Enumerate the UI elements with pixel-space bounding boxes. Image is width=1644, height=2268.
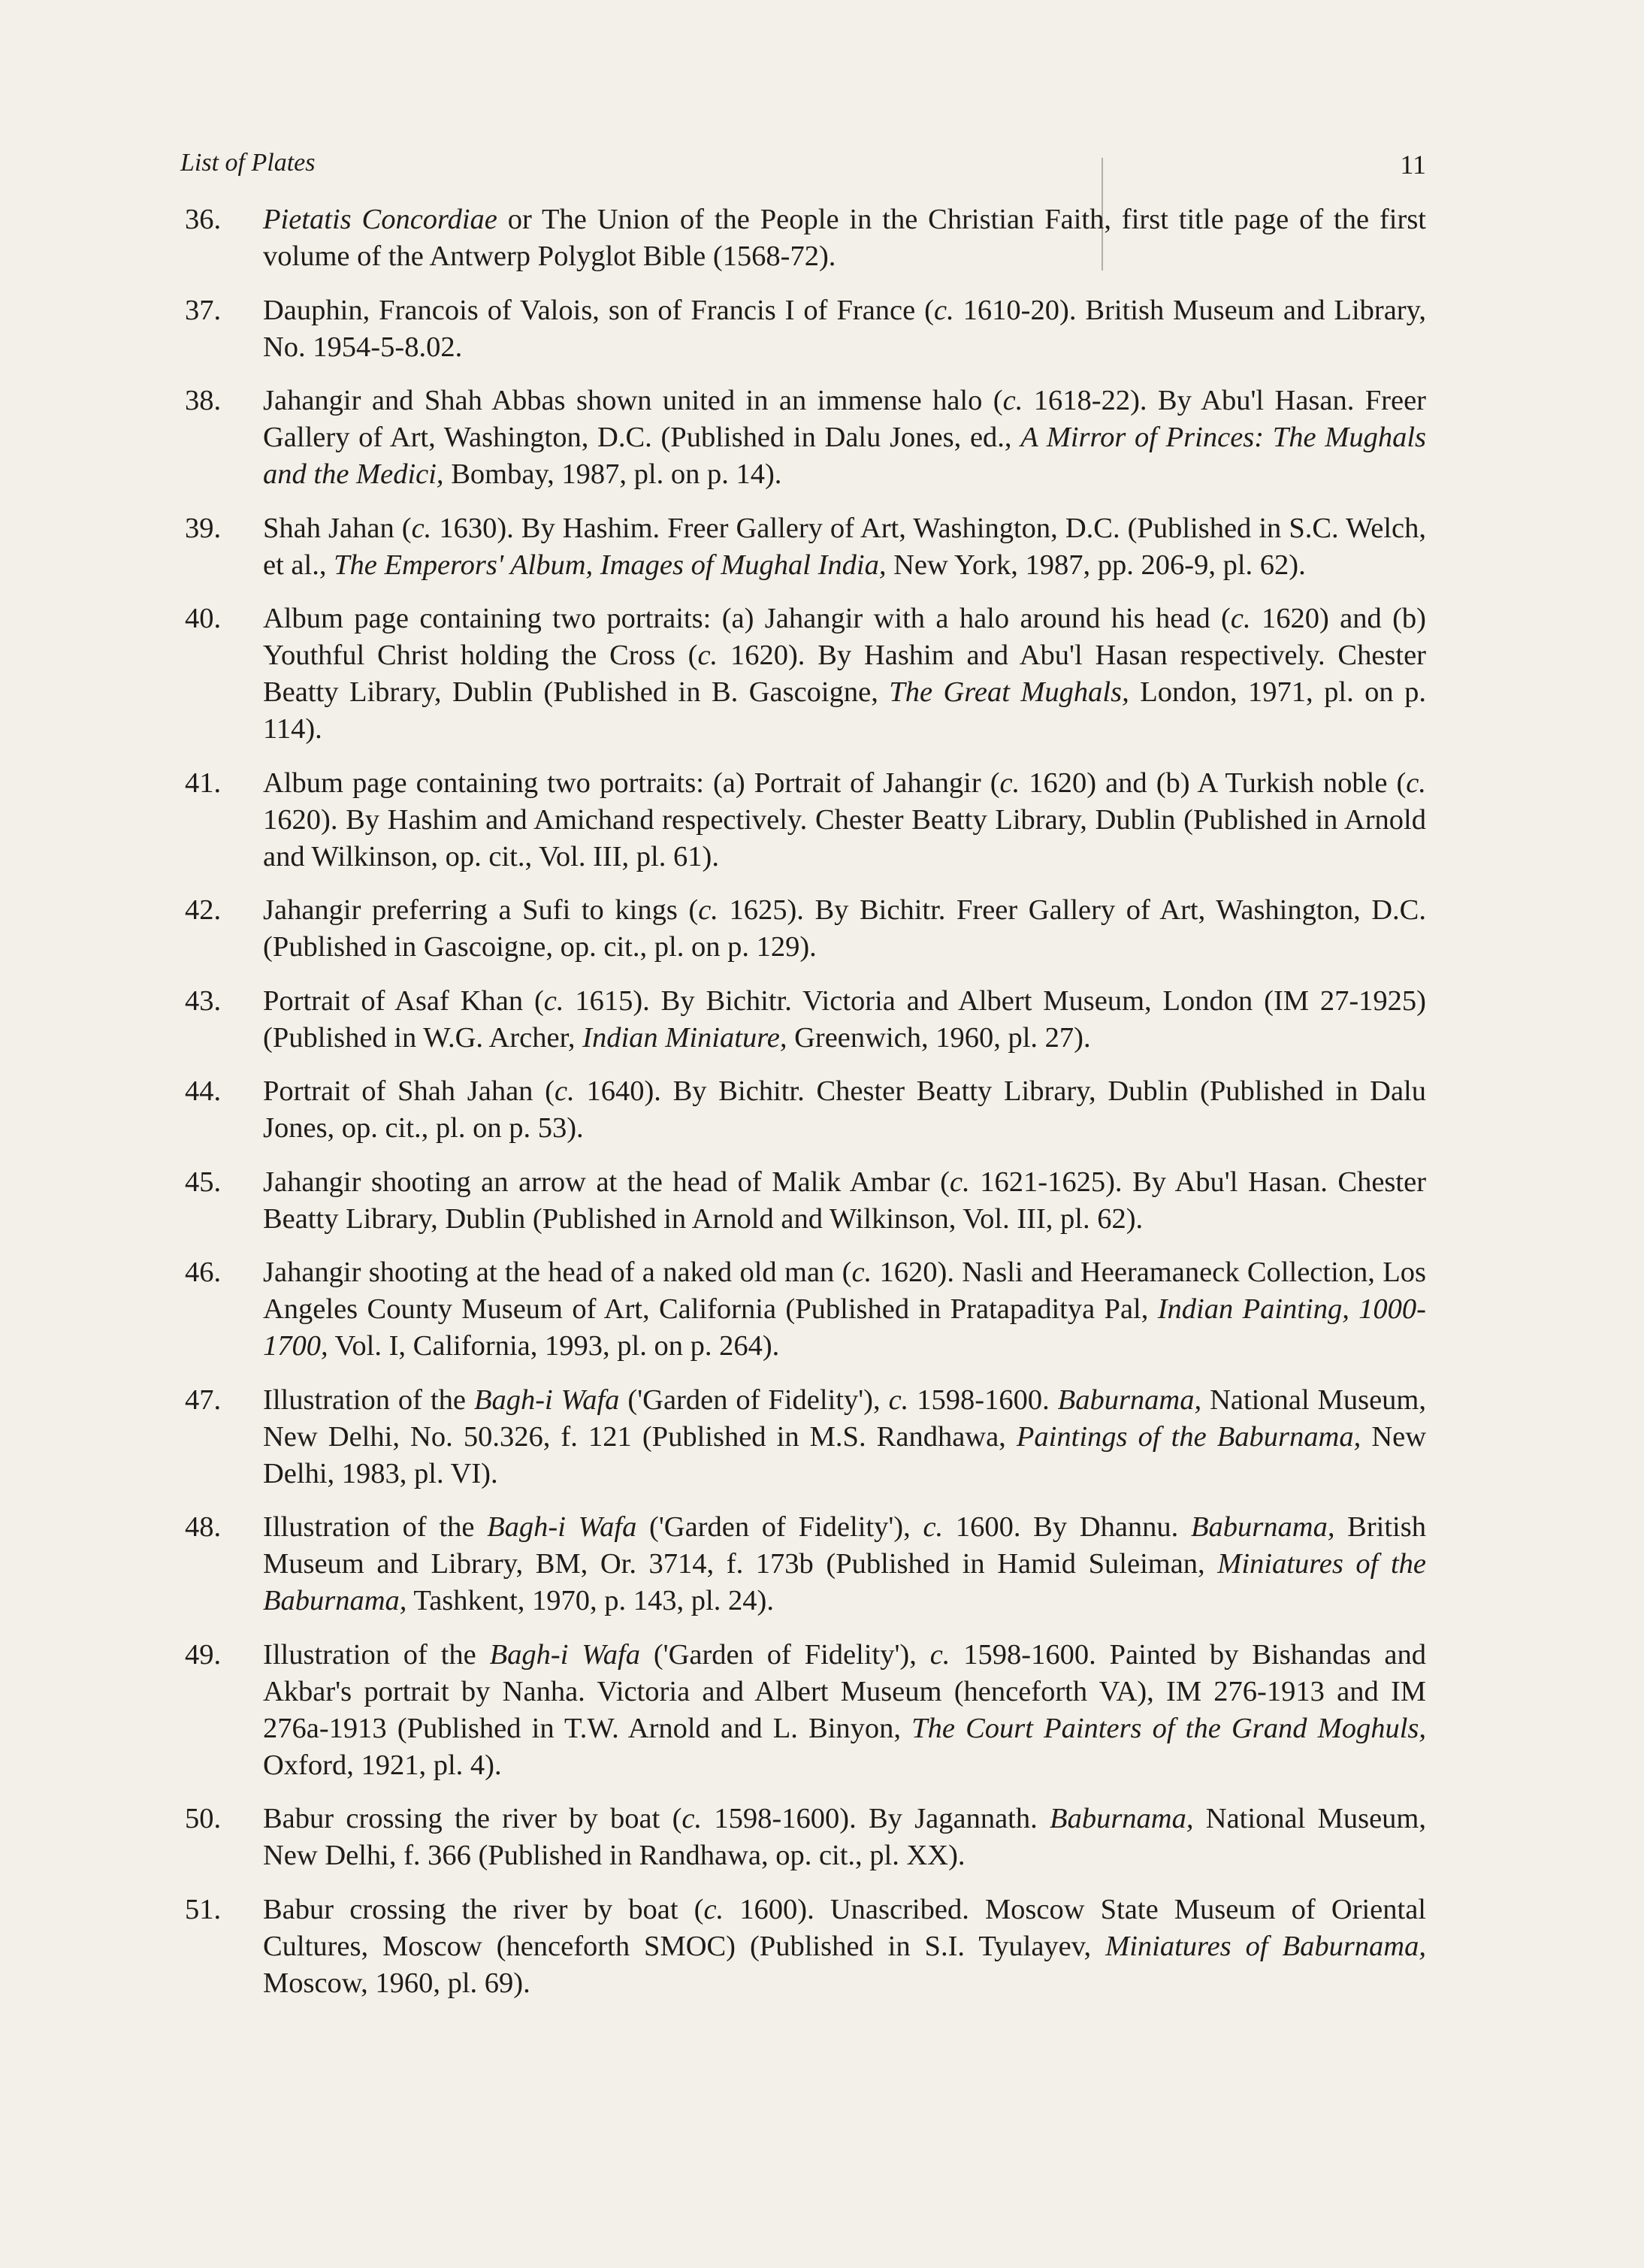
plate-entry [185,1801,1426,1874]
plate-description [263,603,1426,745]
italic-text: Indian Miniature, [582,1021,787,1054]
text-run: Jahangir preferring a Sufi to kings ( [263,894,699,926]
plate-description [263,385,1426,490]
plate-entry [185,765,1426,875]
italic-text: Miniatures of the Baburnama, [263,1548,1426,1616]
plate-number: 42. [185,894,222,926]
italic-text: c. [934,294,954,326]
text-run: Oxford, 1921, pl. 4). [263,1749,502,1781]
text-run: Vol. I, California, 1993, pl. on p. 264). [328,1330,780,1362]
italic-text: c. [1406,767,1426,799]
text-run: 1620). By Hashim and Amichand respectively. Chester Beatty Library, Dublin (Published in Arnold and Wilkinson, op. cit., Vol. III, pl. 61). [263,803,1426,872]
plate-entry [185,892,1426,966]
plate-number: 48. [185,1511,222,1543]
italic-text: Baburnama, [1057,1383,1202,1416]
italic-text: c. [411,512,432,544]
italic-text: Baburnama, [1050,1803,1194,1834]
plate-entry [185,600,1426,748]
italic-text: c. [697,640,718,671]
plate-description [263,767,1426,872]
plate-entry [185,1509,1426,1619]
text-run: 1620) and (b) A Turkish noble ( [1020,767,1407,799]
text-run: British Museum and Library, BM, Or. 3714, f. 173b (Published in Hamid Suleiman, [263,1511,1426,1580]
text-run: London, 1971, pl. on p. 114). [263,676,1426,745]
plate-description [263,1075,1426,1144]
text-run: Moscow, 1960, pl. 69). [263,1967,530,1999]
plate-description [263,1894,1426,1999]
plate-entry [185,1637,1426,1784]
italic-text: The Great Mughals, [889,676,1129,708]
text-run: New Delhi, 1983, pl. VI). [263,1420,1427,1489]
plate-number: 44. [185,1075,222,1107]
italic-text: Bagh-i Wafa [489,1638,640,1671]
plate-description [263,513,1426,581]
italic-text: c. [554,1075,575,1107]
text-run: ('Garden of Fidelity'), [639,1638,930,1671]
italic-text: c. [698,894,718,926]
text-run: 1600). Unascribed. Moscow State Museum of Oriental Cultures, Moscow (henceforth SMOC) (Published in S.I. Tyulayev, [263,1893,1426,1962]
plate-entry [185,1892,1426,2002]
plate-description [263,1511,1426,1616]
page-header [180,149,1426,186]
text-run: Portrait of Shah Jahan ( [263,1075,555,1107]
plate-description [263,295,1426,363]
plate-description [263,894,1426,963]
text-run: National Museum, New Delhi, f. 366 (Published in Randhawa, op. cit., pl. XX). [263,1803,1426,1871]
italic-text: c. [929,1638,950,1671]
plate-number: 39. [185,512,222,544]
plate-number: 37. [185,294,222,326]
plate-number: 36. [185,204,222,235]
plate-entry [185,1254,1426,1365]
italic-text: c. [923,1511,944,1543]
text-run: Illustration of the [263,1511,488,1543]
text-run: Tashkent, 1970, p. 143, pl. 24). [406,1585,774,1616]
plate-number: 38. [185,385,222,416]
text-run: Greenwich, 1960, pl. 27). [787,1021,1091,1054]
italic-text: c. [1002,385,1023,416]
plate-entry [185,292,1426,366]
plate-number: 47. [185,1383,222,1416]
text-run: ('Garden of Fidelity'), [636,1511,923,1543]
text-run: Album page containing two portraits: (a) Jahangir with a halo around his head ( [263,603,1231,634]
plate-description [263,1803,1426,1871]
italic-text: Indian Painting, 1000-1700, [263,1293,1426,1362]
text-run: Illustration of the [263,1638,490,1671]
italic-text: Baburnama, [1191,1511,1335,1543]
italic-text: Bagh-i Wafa [473,1383,620,1416]
text-run: 1620) and (b) Youthful Christ holding the Cross ( [263,603,1426,671]
italic-text: The Emperors' Album, Images of Mughal India, [334,549,887,581]
text-run: Portrait of Asaf Khan ( [263,984,544,1017]
plate-entry [185,1382,1426,1492]
text-run: 1598-1600. [908,1383,1058,1416]
plate-entry [185,1073,1426,1147]
text-run: 1615). By Bichitr. Victoria and Albert Museum, London (IM 27-1925) (Published in W.G. Archer, [263,984,1426,1054]
text-run: Dauphin, Francois of Valois, son of Francis I of France ( [263,294,934,326]
text-run: New York, 1987, pp. 206-9, pl. 62). [886,549,1306,581]
text-run: 1610-20). British Museum and Library, No. 1954-5-8.02. [263,294,1427,363]
text-run: 1640). By Bichitr. Chester Beatty Library, Dublin (Published in Dalu Jones, op. cit., pl. on p. 53). [263,1075,1426,1144]
plate-number: 50. [185,1803,222,1834]
italic-text: c. [851,1256,872,1288]
plates-list [185,201,1426,2019]
italic-text: The Court Painters of the Grand Moghuls, [911,1712,1427,1744]
text-run: 1618-22). By Abu'l Hasan. Freer Gallery of Art, Washington, D.C. (Published in Dalu Jones, ed., [263,385,1426,453]
text-run: 1598-1600. Painted by Bishandas and Akbar's portrait by Nanha. Victoria and Albert Museum (henceforth VA), IM 276-1913 and IM 276a-1913 (Published in T.W. Arnold and L. Binyon, [263,1638,1426,1744]
text-run: Jahangir shooting at the head of a naked old man ( [263,1256,852,1288]
text-run: Bombay, 1987, pl. on p. 14). [443,458,782,490]
italic-text: c. [543,984,564,1017]
plate-entry [185,201,1426,275]
italic-text: Pietatis Concordiae [263,204,497,235]
plate-entry [185,510,1426,584]
plate-description [263,1384,1426,1489]
italic-text: c. [999,767,1020,799]
plate-number: 41. [185,767,222,799]
plate-description [263,204,1426,272]
plate-description [263,1639,1426,1781]
text-run: 1600. By Dhannu. [943,1511,1192,1543]
text-run: Babur crossing the river by boat ( [263,1893,704,1925]
text-run: Illustration of the [263,1383,474,1416]
plate-number: 46. [185,1256,222,1288]
plate-entry [185,383,1426,493]
text-run: Album page containing two portraits: (a) Portrait of Jahangir ( [263,767,1000,799]
text-run: ('Garden of Fidelity'), [619,1383,889,1416]
text-run: 1620). Nasli and Heeramaneck Collection, Los Angeles County Museum of Art, California (Published in Pratapaditya Pal, [263,1256,1426,1325]
plate-number: 43. [185,984,222,1017]
page-number: 11 [1400,150,1426,180]
plate-entry [185,983,1426,1057]
italic-text: c. [950,1166,970,1198]
italic-text: c. [703,1893,724,1925]
text-run: or The Union of the People in the Christian Faith, first title page of the first volume of the Antwerp Polyglot Bible (1568-72). [263,204,1426,272]
text-run: 1621-1625). By Abu'l Hasan. Chester Beatty Library, Dublin (Published in Arnold and Wilkinson, Vol. III, pl. 62). [263,1166,1427,1235]
italic-text: c. [888,1383,909,1416]
italic-text: Miniatures of Baburnama, [1105,1930,1426,1962]
plate-number: 49. [185,1638,222,1671]
italic-text: Bagh-i Wafa [487,1511,637,1543]
plate-number: 40. [185,603,222,634]
text-run: National Museum, New Delhi, No. 50.326, f. 121 (Published in M.S. Randhawa, [263,1383,1426,1453]
italic-text: c. [681,1803,703,1834]
italic-text: A Mirror of Princes: The Mughals and the Medici, [263,422,1426,490]
text-run: 1625). By Bichitr. Freer Gallery of Art, Washington, D.C. (Published in Gascoigne, op. cit., pl. on p. 129). [263,894,1426,963]
text-run: 1620). By Hashim and Abu'l Hasan respectively. Chester Beatty Library, Dublin (Published in B. Gascoigne, [263,640,1426,708]
text-run: 1630). By Hashim. Freer Gallery of Art, Washington, D.C. (Published in S.C. Welch, et al., [263,512,1426,581]
running-title: List of Plates [180,149,316,177]
text-run: Babur crossing the river by boat ( [263,1803,682,1834]
plate-number: 45. [185,1166,222,1198]
plate-entry [185,1164,1426,1238]
plate-number: 51. [185,1893,222,1925]
italic-text: Paintings of the Baburnama, [1016,1420,1361,1453]
text-run: Jahangir and Shah Abbas shown united in an immense halo ( [263,385,1003,416]
plate-description [263,985,1426,1054]
text-run: Shah Jahan ( [263,512,412,544]
text-run: 1598-1600). By Jagannath. [702,1803,1050,1834]
text-run: Jahangir shooting an arrow at the head of Malik Ambar ( [263,1166,950,1198]
plate-description [263,1256,1426,1362]
plate-description [263,1166,1426,1235]
italic-text: c. [1230,603,1251,634]
